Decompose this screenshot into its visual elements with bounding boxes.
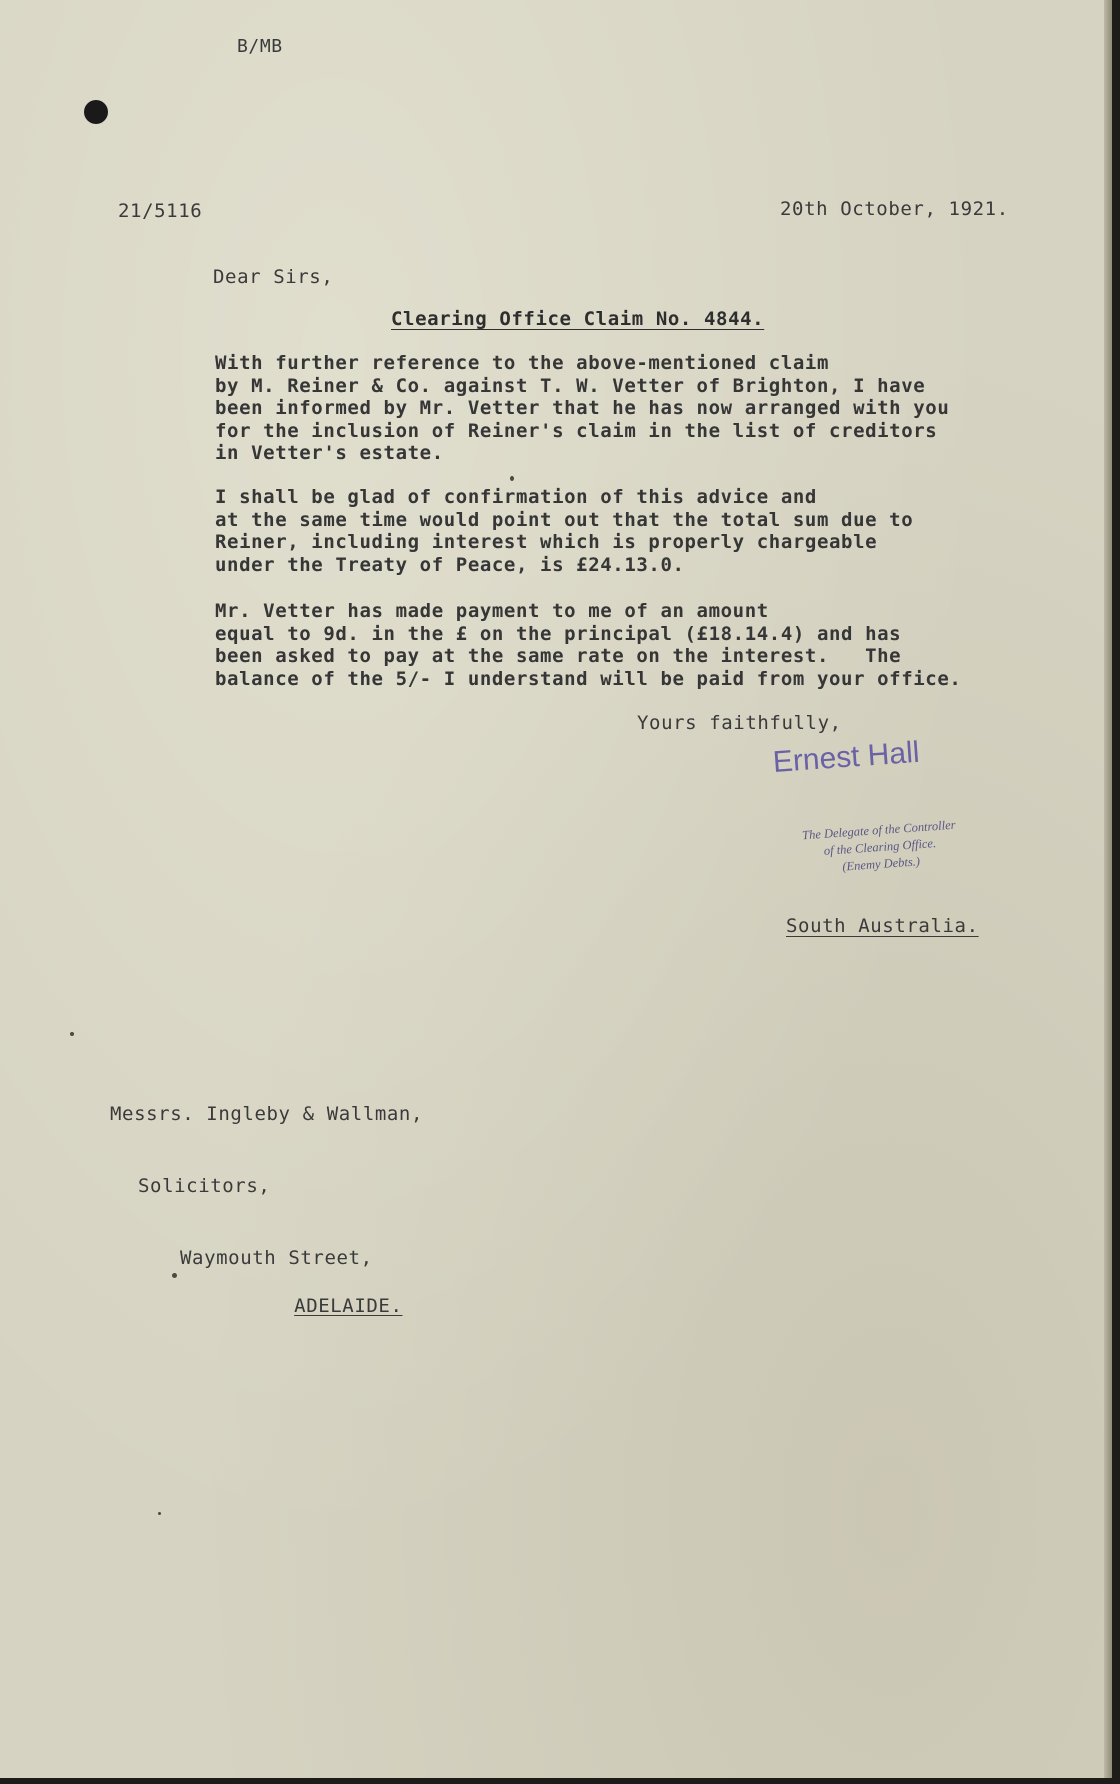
ink-speck: [158, 1512, 161, 1515]
addressee-line: Waymouth Street,: [180, 1247, 373, 1269]
state-name: South Australia.: [786, 915, 979, 937]
addressee-line: ADELAIDE.: [294, 1295, 403, 1317]
body-paragraph-3: Mr. Vetter has made payment to me of an amount equal to 9d. in the £ on the principal (£18.14.4) and has been asked to pay at the same rate on the interest. The balance of the 5/- I understand will be paid from your office.: [215, 600, 962, 690]
ink-speck: [510, 476, 514, 481]
addressee-line: Messrs. Ingleby & Wallman,: [110, 1103, 424, 1125]
reference-initials: B/MB: [237, 36, 283, 57]
page-edge-shadow: [1104, 0, 1112, 1778]
body-paragraph-1: With further reference to the above-mentioned claim by M. Reiner & Co. against T. W. Vetter of Brighton, I have been informed by Mr. Vetter that he has now arranged with you for the inclusion of Reiner's claim in the list of creditors in Vetter's estate.: [215, 352, 950, 464]
punch-hole-mark: [84, 100, 108, 124]
title-line: The Delegate of the Controller: [801, 817, 956, 843]
subject-line: Clearing Office Claim No. 4844.: [391, 308, 765, 330]
body-paragraph-2: I shall be glad of confirmation of this advice and at the same time would point out that the total sum due to Reiner, including interest which is properly chargeable under the Treaty of Peace, is £24.13.0.: [215, 486, 914, 576]
complimentary-close: Yours faithfully,: [637, 712, 842, 734]
title-line: (Enemy Debts.): [841, 854, 921, 874]
file-number: 21/5116: [118, 200, 203, 222]
addressee-block: [110, 1054, 423, 1342]
title-line: of the Clearing Office.: [823, 836, 937, 858]
signature-stamp: Ernest Hall: [771, 735, 921, 779]
letter-date: 20th October, 1921.: [780, 198, 1009, 220]
salutation: Dear Sirs,: [213, 266, 334, 288]
addressee-line: Solicitors,: [138, 1175, 271, 1197]
signatory-title-stamp: [778, 815, 981, 880]
ink-speck: [70, 1032, 74, 1036]
